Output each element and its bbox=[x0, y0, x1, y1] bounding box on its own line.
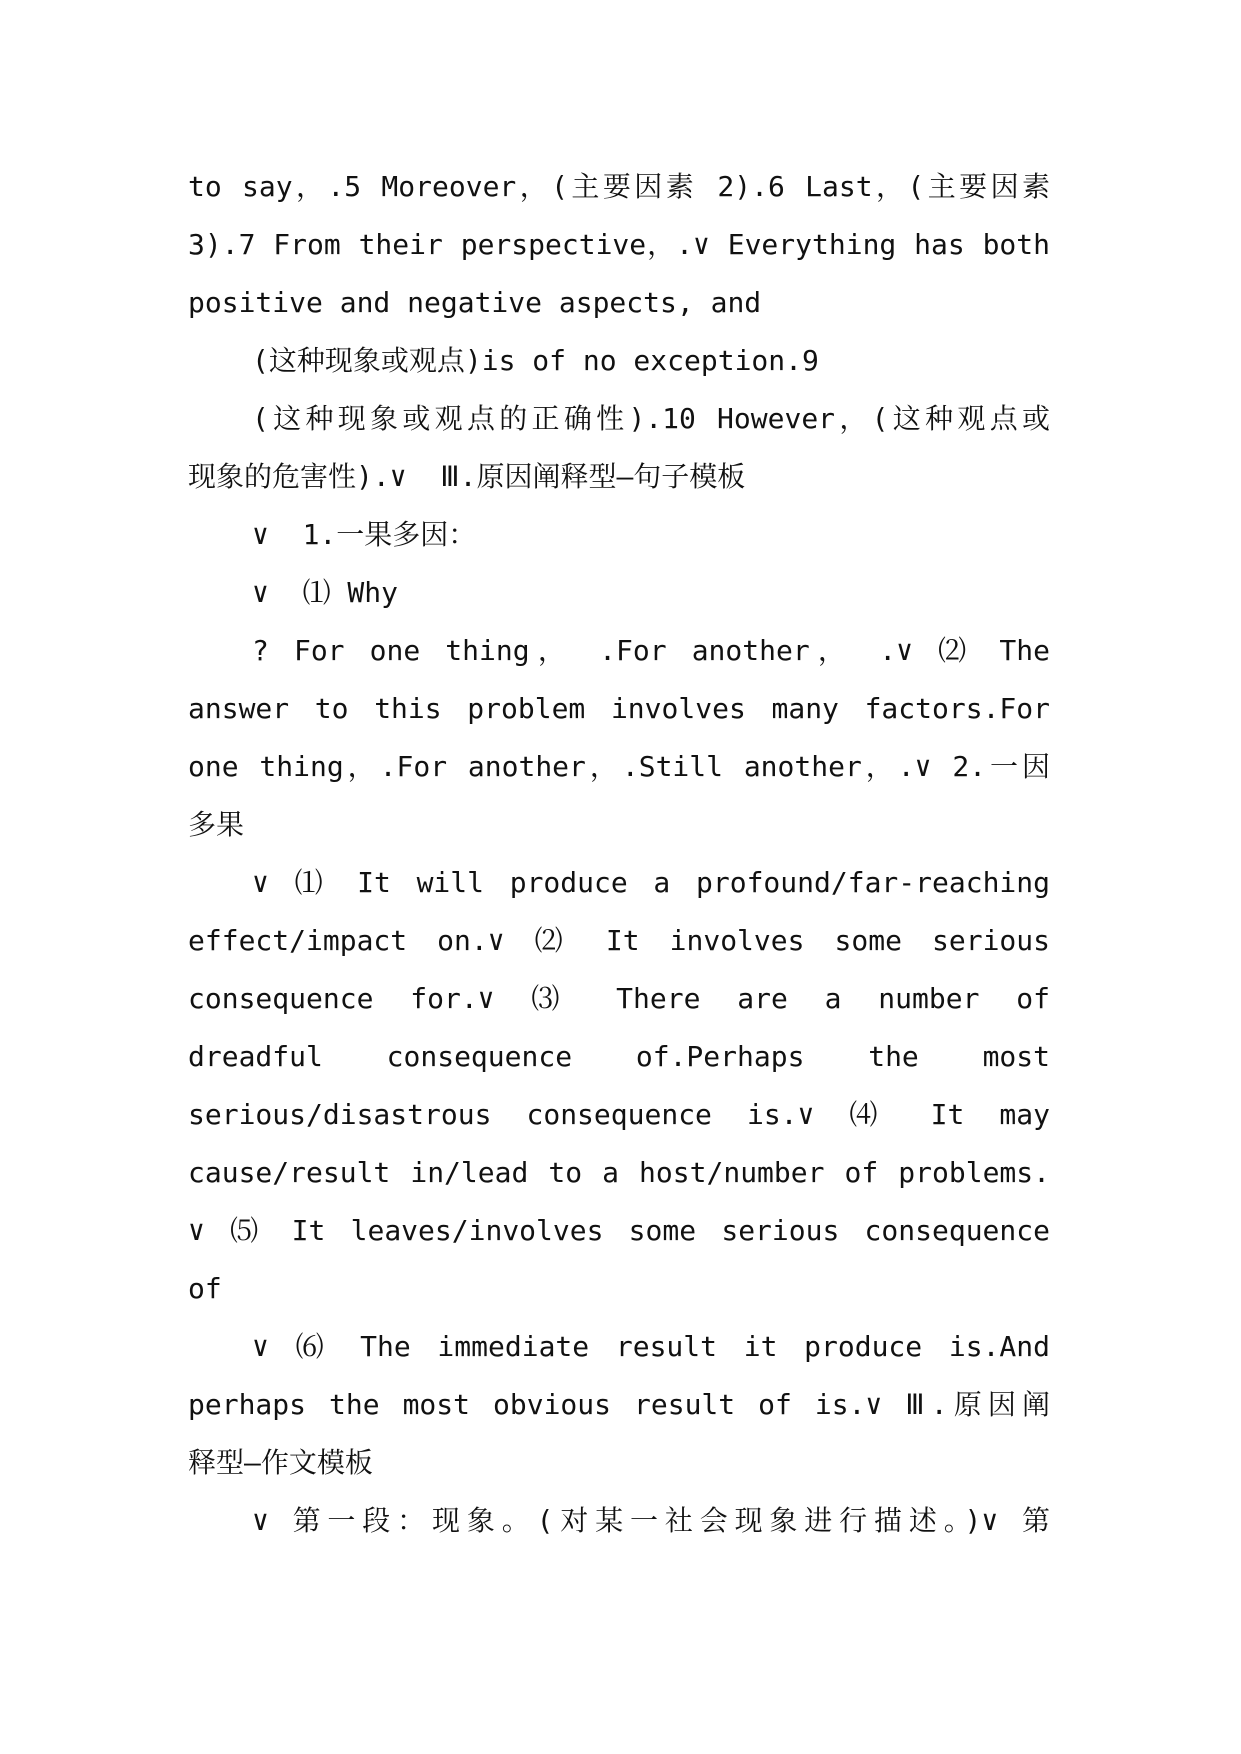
text-line: 3).7 From their perspective，.∨ Everything has both bbox=[188, 228, 1050, 261]
text-line: ∨ 1.一果多因： bbox=[252, 518, 477, 551]
text-line: ∨ 第一段：现象。(对某一社会现象进行描述。)∨ 第 bbox=[252, 1504, 1050, 1537]
text-line: one thing，.For another，.Still another，.∨ 2.一因 bbox=[188, 750, 1050, 783]
text-line: cause/result in/lead to a host/number of problems. bbox=[188, 1156, 1050, 1189]
text-line: positive and negative aspects, and bbox=[188, 286, 762, 319]
text-line: 现象的危害性).∨ Ⅲ.原因阐释型—句子模板 bbox=[188, 460, 746, 493]
text-line: serious/disastrous consequence is.∨ ⑷ It may bbox=[188, 1098, 1050, 1131]
text-line: ∨ ⑴ Why bbox=[252, 576, 399, 609]
text-line: of bbox=[188, 1272, 222, 1305]
text-line: ∨ ⑹ The immediate result it produce is.And bbox=[252, 1330, 1050, 1363]
text-line: dreadful consequence of.Perhaps the most bbox=[188, 1040, 1050, 1073]
text-line: to say，.5 Moreover，(主要因素 2).6 Last，(主要因素 bbox=[188, 170, 1050, 203]
text-line: perhaps the most obvious result of is.∨ Ⅲ.原因阐 bbox=[188, 1388, 1050, 1421]
text-line: 多果 bbox=[188, 808, 245, 841]
text-line: ∨ ⑸ It leaves/involves some serious consequence bbox=[188, 1214, 1050, 1247]
text-line: ? For one thing， .For another， .∨ ⑵ The bbox=[252, 634, 1050, 667]
text-line: (这种现象或观点)is of no exception.9 bbox=[252, 344, 819, 377]
text-line: consequence for.∨ ⑶ There are a number of bbox=[188, 982, 1050, 1015]
text-line: (这种现象或观点的正确性).10 However，(这种观点或 bbox=[252, 402, 1050, 435]
text-line: answer to this problem involves many factors.For bbox=[188, 692, 1050, 725]
text-line: effect/impact on.∨ ⑵ It involves some serious bbox=[188, 924, 1050, 957]
text-line: 释型—作文模板 bbox=[188, 1446, 373, 1479]
text-line: ∨ ⑴ It will produce a profound/far-reaching bbox=[252, 866, 1050, 899]
